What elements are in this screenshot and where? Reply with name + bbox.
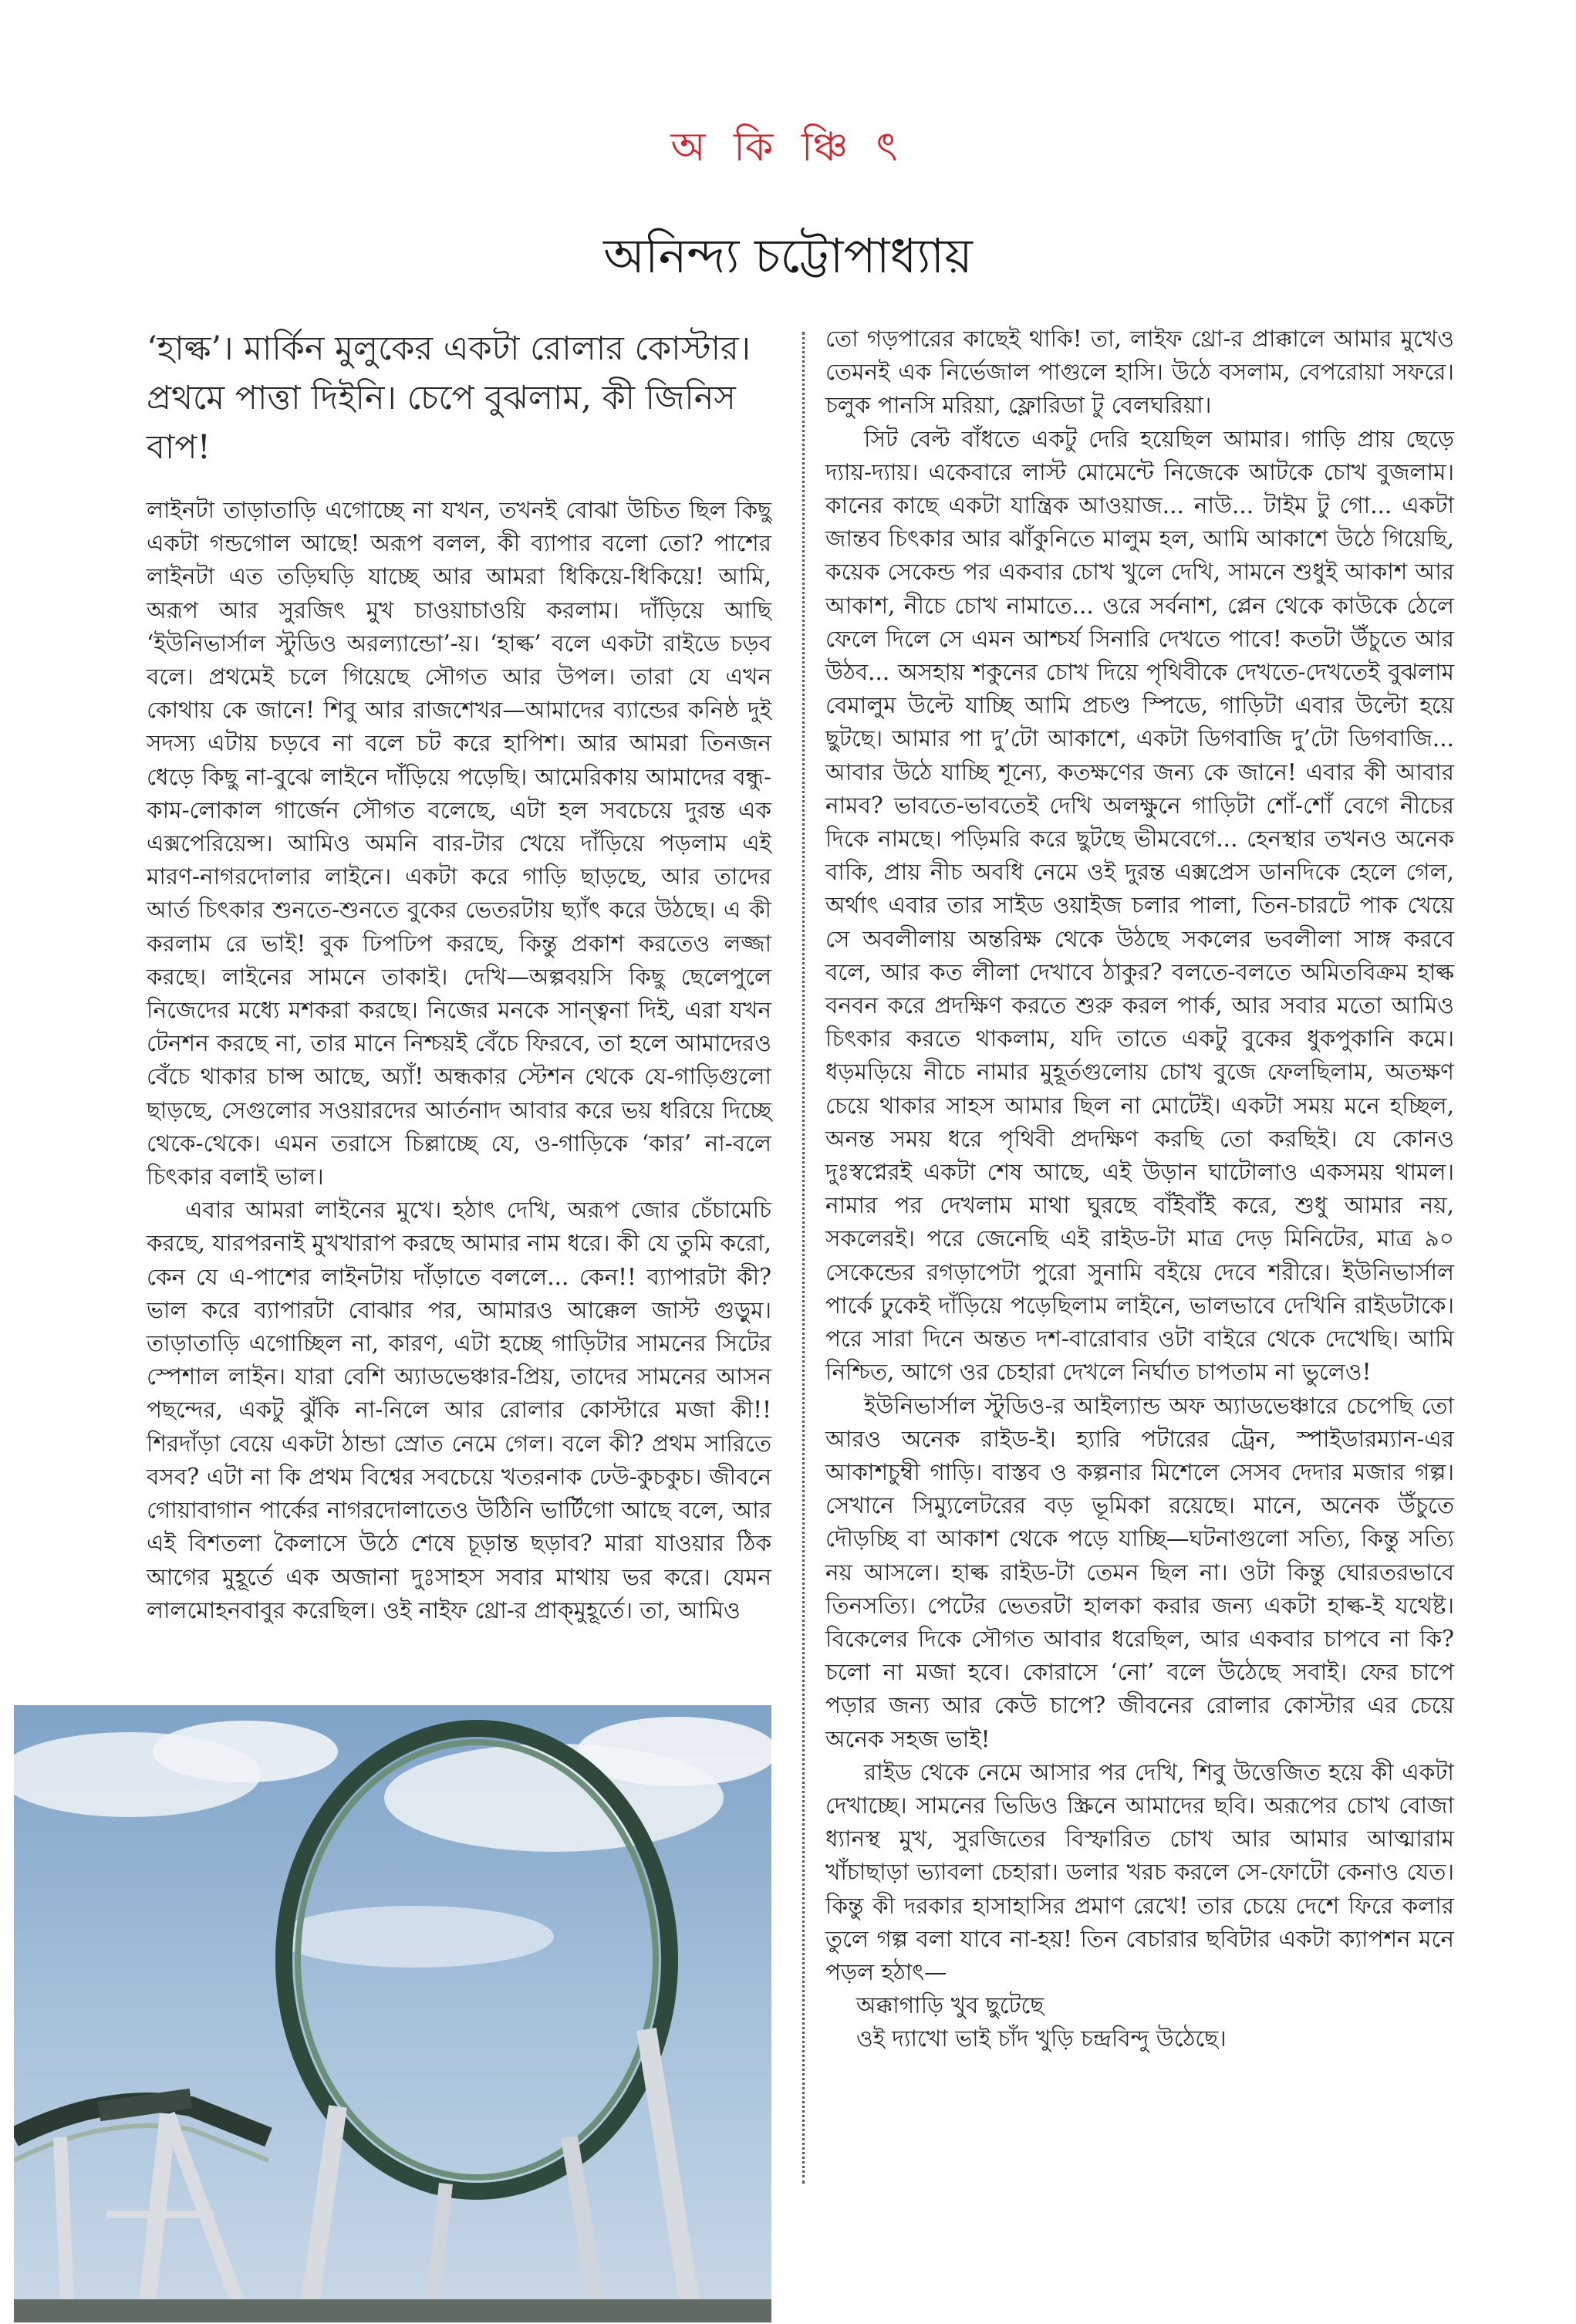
lede: ‘হাল্ক’। মার্কিন মুলুকের একটা রোলার কোস্টার। প্রথমে পাত্তা দিইনি। চেপে বুঝলাম, কী জিনিস বাপ! (147, 329, 751, 467)
paragraph: এবার আমরা লাইনের মুখে। হঠাৎ দেখি, অরূপ জোর চেঁচামেচি করছে, যারপরনাই মুখখারাপ করছে আমার নাম ধরে। কী যে তুমি করো, কেন যে এ-পাশের লাইনটায় দাঁড়াতে বললে... কেন!! ব্যাপারটা কী? ভাল করে ব্যাপারটা বোঝার পর, আমারও আক্কেল জাস্ট গুড়ুম। তাড়াতাড়ি এগোচ্ছিল না, কারণ, এটা হচ্ছে গাড়িটার সামনের সিটের স্পেশাল লাইন। যারা বেশি অ্যাডভেঞ্চার-প্রিয়, তাদের সামনের আসন পছন্দের, একটু ঝুঁকি না-নিলে আর রোলার কোস্টারে মজা কী!! শিরদাঁড়া বেয়ে একটা ঠান্ডা স্রোত নেমে গেল। বলে কী? প্রথম সারিতে বসব? এটা না কি প্রথম বিশ্বের সবচেয়ে খতরনাক ঢেউ-কুচকুচ। জীবনে গোয়াবাগান পার্কের নাগরদোলাতেও উঠিনি ভার্টিগো আছে বলে, আর এই বিশতলা কৈলাসে উঠে শেষে চূড়ান্ত ছড়াব? মারা যাওয়ার ঠিক আগের মুহূর্তে এক অজানা দুঃসাহস সবার মাথায় ভর করে। যেমন লালমোহনবাবুর করেছিল। ওই নাইফ থ্রো-র প্রাক্‌মুহূর্তে। তা, আমিও (147, 1197, 771, 1623)
author-name: অনিন্দ্য চট্টোপাধ্যায় (603, 228, 973, 284)
paragraph: ইউনিভার্সাল স্টুডিও-র আইল্যান্ড অফ অ্যাডভেঞ্চারে চেপেছি তো আরও অনেক রাইড-ই। হ্যারি পটারের ট্রেন, স্পাইডারম্যান-এর আকাশচুম্বী গাড়ি। বাস্তব ও কল্পনার মিশেলে সেসব দেদার মজার গল্প। সেখানে সিম্যুলেটরের বড় ভূমিকা রয়েছে। মানে, অনেক উঁচুতে দৌড়চ্ছি বা আকাশ থেকে পড়ে যাচ্ছি—ঘটনাগুলো সত্যি, কিন্তু সত্যি নয় আসলে। হাল্ক রাইড-টা তেমন ছিল না। ওটা কিন্তু ঘোরতরভাবে তিনসত্যি। পেটের ভেতরটা হালকা করার জন্য একটা হাল্ক-ই যথেষ্ট। বিকেলের দিকে সৌগত আবার ধরেছিল, আর একবার চাপবে না কি? চলো না মজা হবে। কোরাসে ‘নো’ বলে উঠেছে সবাই। ফের চাপে পড়ার জন্য আর কেউ চাপে? জীবনের রোলার কোস্টার এর চেয়ে অনেক সহজ ভাই! (825, 1392, 1454, 1752)
roller-coaster-photo (14, 1705, 771, 2322)
verse-line: অক্কাগাড়ি খুব ছুটেছে (856, 1992, 1044, 2019)
body-right-column (825, 323, 1454, 2056)
paragraph: রাইড থেকে নেমে আসার পর দেখি, শিবু উত্তেজিত হয়ে কী একটা দেখাচ্ছে। সামনের ভিডিও স্ক্রিনে আমাদের ছবি। অরূপের চোখ বোজা ধ্যানস্থ মুখ, সুরজিতের বিস্ফারিত চোখ আর আমার আত্মারাম খাঁচাছাড়া ভ্যাবলা চেহারা। ডলার খরচ করলে সে-ফোটো কেনাও যেত। কিন্তু কী দরকার হাসাহাসির প্রমাণ রেখে! তার চেয়ে দেশে ফিরে কলার তুলে গল্প বলা যাবে না-হয়! তিন বেচারার ছবিটার একটা ক্যাপশন মনে পড়ল হঠাৎ— (825, 1758, 1454, 1985)
body-left-column (147, 494, 771, 1627)
section-title: অ কি ঞ্চি ৎ (670, 124, 906, 171)
column-divider (802, 332, 805, 2184)
paragraph: তো গড়পারের কাছেই থাকি! তা, লাইফ থ্রো-র প্রাক্কালে আমার মুখেও তেমনই এক নির্ভেজাল পাগুলে হাসি। উঠে বসলাম, বেপরোয়া সফরে। চলুক পানসি মরিয়া, ফ্লোরিডা টু বেলঘরিয়া। (825, 326, 1454, 419)
paragraph: লাইনটা তাড়াতাড়ি এগোচ্ছে না যখন, তখনই বোঝা উচিত ছিল কিছু একটা গন্ডগোল আছে! অরূপ বলল, কী ব্যাপার বলো তো? পাশের লাইনটা এত তড়িঘড়ি যাচ্ছে আর আমরা ধিকিয়ে-ধিকিয়ে! আমি, অরূপ আর সুরজিৎ মুখ চাওয়াচাওয়ি করলাম। দাঁড়িয়ে আছি ‘ইউনিভার্সাল স্টুডিও অরল্যান্ডো’-য়। ‘হাল্ক’ বলে একটা রাইডে চড়ব বলে। প্রথমেই চলে গিয়েছে সৌগত আর উপল। তারা যে এখন কোথায় কে জানে! শিবু আর রাজশেখর—আমাদের ব্যান্ডের কনিষ্ঠ দুই সদস্য এটায় চড়বে না বলে চট করে হাপিশ। আর আমরা তিনজন ধেড়ে কিছু না-বুঝে লাইনে দাঁড়িয়ে পড়েছি। আমেরিকায় আমাদের বন্ধু-কাম-লোকাল গার্জেন সৌগত বলেছে, এটা হল সবচেয়ে দুরন্ত এক এক্সপেরিয়েন্স। আমিও অমনি বার-টার খেয়ে দাঁড়িয়ে পড়লাম এই মারণ-নাগরদোলার লাইনে। একটা করে গাড়ি ছাড়ছে, আর তাদের আর্ত চিৎকার শুনতে-শুনতে বুকের ভেতরটায় ছ্যাঁৎ করে উঠছে। এ কী করলাম রে ভাই! বুক ঢিপঢিপ করছে, কিন্তু প্রকাশ করতেও লজ্জা করছে। লাইনের সামনে তাকাই। দেখি—অল্পবয়সি কিছু ছেলেপুলে নিজেদের মধ্যে মশকরা করছে। নিজের মনকে সান্ত্বনা দিই, এরা যখন টেনশন করছে না, তার মানে নিশ্চয়ই বেঁচে ফিরবে, তা হলে আমাদেরও বেঁচে থাকার চান্স আছে, অ্যাঁ! অন্ধকার স্টেশন থেকে যে-গাড়িগুলো ছাড়ছে, সেগুলোর সওয়ারদের আর্তনাদ আবার করে ভয় ধরিয়ে দিচ্ছে থেকে-থেকে। এমন তরাসে চিল্লাচ্ছে যে, ও-গাড়িকে ‘কার’ না-বলে চিৎকার বলাই ভাল। (147, 497, 771, 1191)
paragraph: সিট বেল্ট বাঁধতে একটু দেরি হয়েছিল আমার। গাড়ি প্রায় ছেড়ে দ্যায়-দ্যায়। একেবারে লাস্ট মোমেন্টে নিজেকে আটকে চোখ বুজলাম। কানের কাছে একটা যান্ত্রিক আওয়াজ... নাউ... টাইম টু গো... একটা জান্তব চিৎকার আর ঝাঁকুনিতে মালুম হল, আমি আকাশে উঠে গিয়েছি, কয়েক সেকেন্ড পর একবার চোখ খুলে দেখি, সামনে শুধুই আকাশ আর আকাশ, নীচে চোখ নামাতে... ওরে সর্বনাশ, প্লেন থেকে কাউকে ঠেলে ফেলে দিলে সে এমন আশ্চর্য সিনারি দেখতে পাবে! কতটা উঁচুতে আর উঠব... অসহায় শকুনের চোখ দিয়ে পৃথিবীকে দেখতে-দেখতেই বুঝলাম বেমালুম উল্টে যাচ্ছি আমি প্রচণ্ড স্পিডে, গাড়িটা এবার উল্টো হয়ে ছুটছে। আমার পা দু’টো আকাশে, একটা ডিগবাজি দু’টো ডিগবাজি... আবার উঠে যাচ্ছি শূন্যে, কতক্ষণের জন্য কে জানে! এবার কী আবার নামব? ভাবতে-ভাবতেই দেখি অলক্ষুনে গাড়িটা শোঁ-শোঁ বেগে নীচের দিকে নামছে। পড়িমরি করে ছুটছে ভীমবেগে... হেনস্থার তখনও অনেক বাকি, প্রায় নীচ অবধি নেমে ওই দুরন্ত এক্সপ্রেস ডানদিকে হেলে গেল, অর্থাৎ এবার তার সাইড ওয়াইজ চলার পালা, তিন-চারটে পাক খেয়ে সে অবলীলায় অন্তরিক্ষ থেকে উঠছে সকলের ভবলীলা সাঙ্গ করবে বলে, আর কত লীলা দেখাবে ঠাকুর? বলতে-বলতে অমিতবিক্রম হাল্ক বনবন করে প্রদক্ষিণ করতে শুরু করল পার্ক, আর সবার মতো আমিও চিৎকার করতে থাকলাম, যদি তাতে একটু বুকের ধুকপুকানি কমে। ধড়মড়িয়ে নীচে নামার মুহূর্তগুলোয় চোখ বুজে ফেলছিলাম, অতক্ষণ চেয়ে থাকার সাহস আমার ছিল না মোটেই। একটা সময় মনে হচ্ছিল, অনন্ত সময় ধরে পৃথিবী প্রদক্ষিণ করছি তো করছিই। যে কোনও দুঃস্বপ্নেরই একটা শেষ আছে, এই উড়ান ঘাটোলাও একসময় থামল। নামার পর দেখলাম মাথা ঘুরছে বাঁইবাঁই করে, শুধু আমার নয়, সকলেরই। পরে জেনেছি এই রাইড-টা মাত্র দেড় মিনিটের, মাত্র ৯০ সেকেন্ডের রগড়াপেটা পুরো সুনামি বইয়ে দেবে শরীরে। ইউনিভার্সাল পার্কে ঢুকেই দাঁড়িয়ে পড়েছিলাম লাইনে, ভালভাবে দেখিনি রাইডটাকে। পরে সারা দিনে অন্তত দশ-বারোবার ওটা বাইরে থেকে দেখেছি। আমি নিশ্চিত, আগে ওর চেহারা দেখলে নির্ঘাত চাপতাম না ভুলেও! (825, 425, 1454, 1386)
verse-line: ওই দ্যাখো ভাই চাঁদ খুড়ি চন্দ্রবিন্দু উঠেছে। (856, 2025, 1227, 2052)
